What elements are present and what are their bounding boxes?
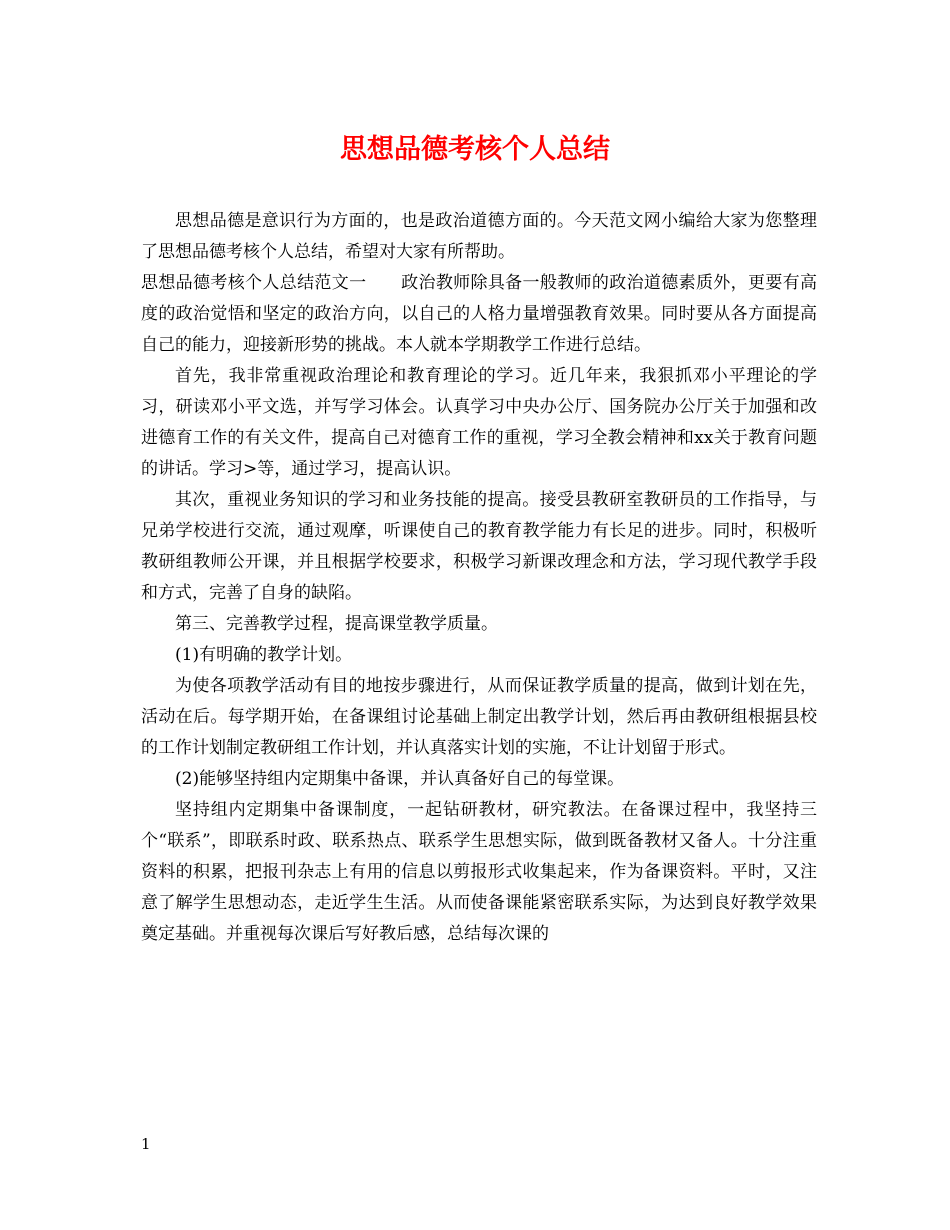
paragraph-sample-one: 思想品德考核个人总结范文一 政治教师除具备一般教师的政治道德素质外，更要有高度的政治觉悟和坚定的政治方向，以自己的人格力量增强教育效果。同时要从各方面提高自己的能力，迎接新形势的挑战。本人就本学期教学工作进行总结。: [141, 273, 817, 355]
paragraph-lesson-prep: 坚持组内定期集中备课制度，一起钻研教材，研究教法。在备课过程中，我坚持三个“联系”，即联系时政、联系热点、联系学生思想实际，做到既备教材又备人。十分注重资料的积累，把报刊杂志上有用的信息以剪报形式收集起来，作为备课资料。平时，又注意了解学生思想动态，走近学生生活。从而使备课能紧密联系实际，为达到良好教学效果奠定基础。并重视每次课后写好教后感，总结每次课的: [141, 800, 817, 944]
paragraph-intro: 思想品德是意识行为方面的，也是政治道德方面的。今天范文网小编给大家为您整理了思想品德考核个人总结，希望对大家有所帮助。: [141, 211, 817, 262]
paragraph-item-one: (1)有明确的教学计划。: [175, 645, 353, 665]
document-body: [141, 206, 817, 950]
paragraph-teaching-plan: 为使各项教学活动有目的地按步骤进行，从而保证教学质量的提高，做到计划在先，活动在后。每学期开始，在备课组讨论基础上制定出教学计划，然后再由教研组根据县校的工作计划制定教研组工作计划，并认真落实计划的实施，不让计划留于形式。: [141, 676, 817, 758]
paragraph-professional-skills: 其次，重视业务知识的学习和业务技能的提高。接受县教研室教研员的工作指导，与兄弟学校进行交流，通过观摩，听课使自己的教育教学能力有长足的进步。同时，积极听教研组教师公开课，并且根据学校要求，积极学习新课改理念和方法，学习现代教学手段和方式，完善了自身的缺陷。: [141, 490, 817, 603]
paragraph-third-heading: 第三、完善教学过程，提高课堂教学质量。: [175, 614, 498, 634]
page-number: 1: [141, 1135, 151, 1153]
document-title: 思想品德考核个人总结: [340, 134, 610, 165]
paragraph-item-two: (2)能够坚持组内定期集中备课，并认真备好自己的每堂课。: [175, 769, 625, 789]
paragraph-theory-study: 首先，我非常重视政治理论和教育理论的学习。近几年来，我狠抓邓小平理论的学习，研读邓小平文选，并写学习体会。认真学习中央办公厅、国务院办公厅关于加强和改进德育工作的有关文件，提高自己对德育工作的重视，学习全教会精神和xx关于教育问题的讲话。学习>等，通过学习，提高认识。: [141, 366, 817, 479]
